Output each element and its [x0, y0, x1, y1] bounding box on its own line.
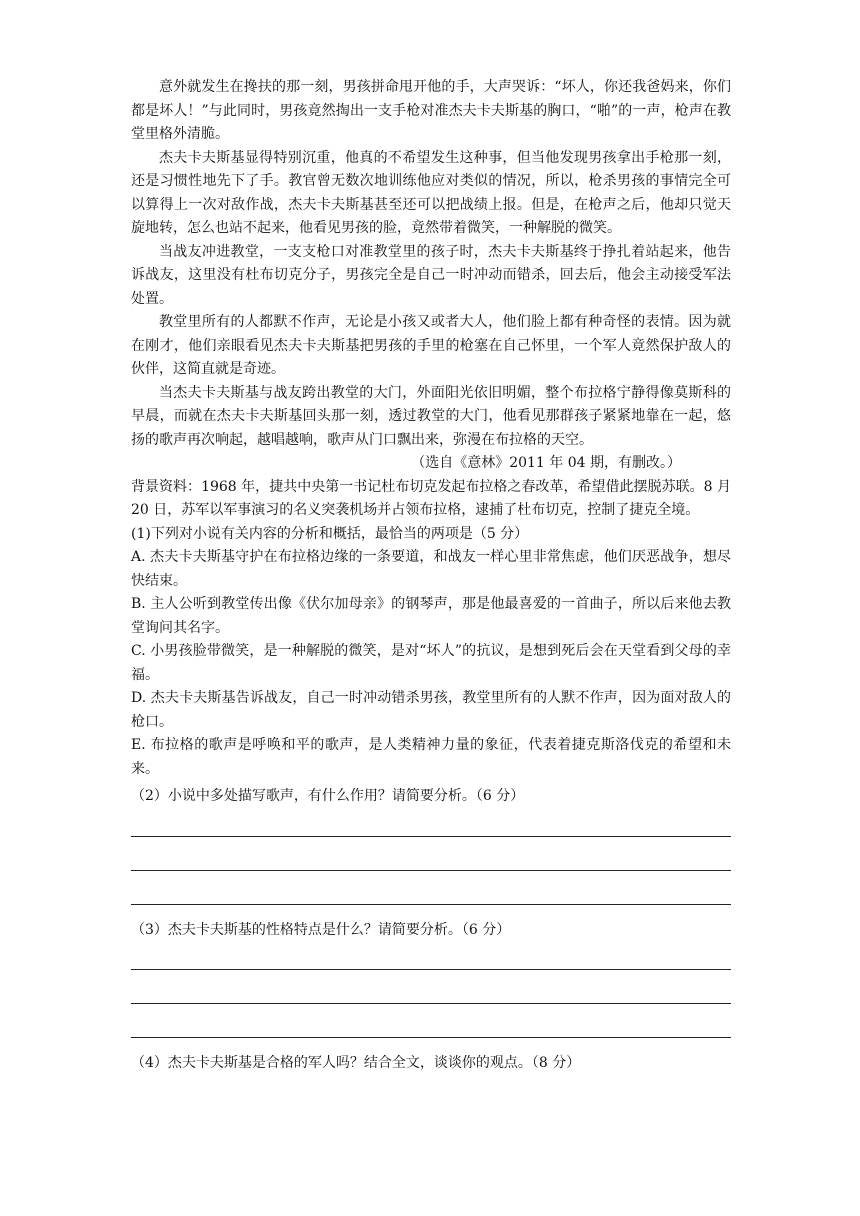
answer-line — [131, 970, 731, 1004]
story-paragraph-5: 当杰夫卡夫斯基与战友跨出教堂的大门，外面阳光依旧明媚，整个布拉格宁静得像莫斯科的早晨，而就在杰夫卡夫斯基回头那一刻，透过教堂的大门，他看见那群孩子紧紧地靠在一起，悠扬的歌声再次响起，越唱越响，歌声从门口飘出来，弥漫在布拉格的天空。 — [131, 384, 731, 448]
question-1-option-c: C. 小男孩脸带微笑，是一种解脱的微笑，是对“坏人”的抗议，是想到死后会在天堂看到父母的幸福。 — [131, 643, 731, 683]
answer-line — [131, 837, 731, 871]
question-1-option-e: E. 布拉格的歌声是呼唤和平的歌声，是人类精神力量的象征，代表着捷克斯洛伐克的希望和未来。 — [131, 737, 731, 777]
question-3: （3）杰夫卡夫斯基的性格特点是什么？请简要分析。（6 分） — [131, 921, 511, 938]
story-paragraph-3: 当战友冲进教堂，一支支枪口对准教堂里的孩子时，杰夫卡夫斯基终于挣扎着站起来，他告诉战友，这里没有杜布切克分子，男孩完全是自己一时冲动而错杀，回去后，他会主动接受军法处置。 — [131, 243, 731, 307]
question-3-answer-area[interactable] — [131, 944, 731, 1038]
answer-line — [131, 1004, 731, 1038]
question-1-option-b: B. 主人公听到教堂传出像《伏尔加母亲》的钢琴声，那是他最喜爱的一首曲子，所以后来他去教堂询问其名字。 — [131, 596, 731, 636]
question-1-stem: (1)下列对小说有关内容的分析和概括，最恰当的两项是（5 分） — [131, 525, 529, 542]
background-info: 背景资料：1968 年，捷共中央第一书记杜布切克发起布拉格之春改革，希望借此摆脱苏联。8 月 20 日，苏军以军事演习的名义突袭机场并占领布拉格，逮捕了杜布切克，控制了捷克全境。 — [131, 478, 731, 518]
answer-line — [131, 944, 731, 970]
answer-line — [131, 811, 731, 837]
answer-line — [131, 871, 731, 905]
question-1-option-d: D. 杰夫卡夫斯基告诉战友，自己一时冲动错杀男孩，教堂里所有的人默不作声，因为面对敌人的枪口。 — [131, 690, 731, 730]
question-1-option-a: A. 杰夫卡夫斯基守护在布拉格边缘的一条要道，和战友一样心里非常焦虑，他们厌恶战争，想尽快结束。 — [131, 549, 731, 589]
story-paragraph-2: 杰夫卡夫斯基显得特别沉重，他真的不希望发生这种事，但当他发现男孩拿出手枪那一刻，还是习惯性地先下了手。教官曾无数次地训练他应对类似的情况，所以，枪杀男孩的事情完全可以算得上一次对敌作战，杰夫卡夫斯基甚至还可以把战绩上报。但是，在枪声之后，他却只觉天旋地转，怎么也站不起来，他看见男孩的脸，竟然带着微笑，一种解脱的微笑。 — [131, 149, 731, 236]
source-note: （选自《意林》2011 年 04 期，有删改。） — [411, 455, 681, 471]
story-paragraph-1: 意外就发生在搀扶的那一刻，男孩拼命甩开他的手，大声哭诉：“坏人，你还我爸妈来，你们都是坏人！”与此同时，男孩竟然掏出一支手枪对准杰夫卡夫斯基的胸口，“啪”的一声，枪声在教堂里格外清脆。 — [131, 79, 731, 142]
question-2-answer-area[interactable] — [131, 811, 731, 905]
page-content — [131, 76, 731, 1076]
story-paragraph-4: 教堂里所有的人都默不作声，无论是小孩又或者大人，他们脸上都有种奇怪的表情。因为就在刚才，他们亲眼看见杰夫卡夫斯基把男孩的手里的枪塞在自己怀里，一个军人竟然保护敌人的伙伴，这简直就是奇迹。 — [131, 314, 731, 377]
question-4: （4）杰夫卡夫斯基是合格的军人吗？结合全文，谈谈你的观点。（8 分） — [131, 1055, 581, 1071]
question-2: （2）小说中多处描写歌声，有什么作用？请简要分析。（6 分） — [131, 788, 525, 804]
